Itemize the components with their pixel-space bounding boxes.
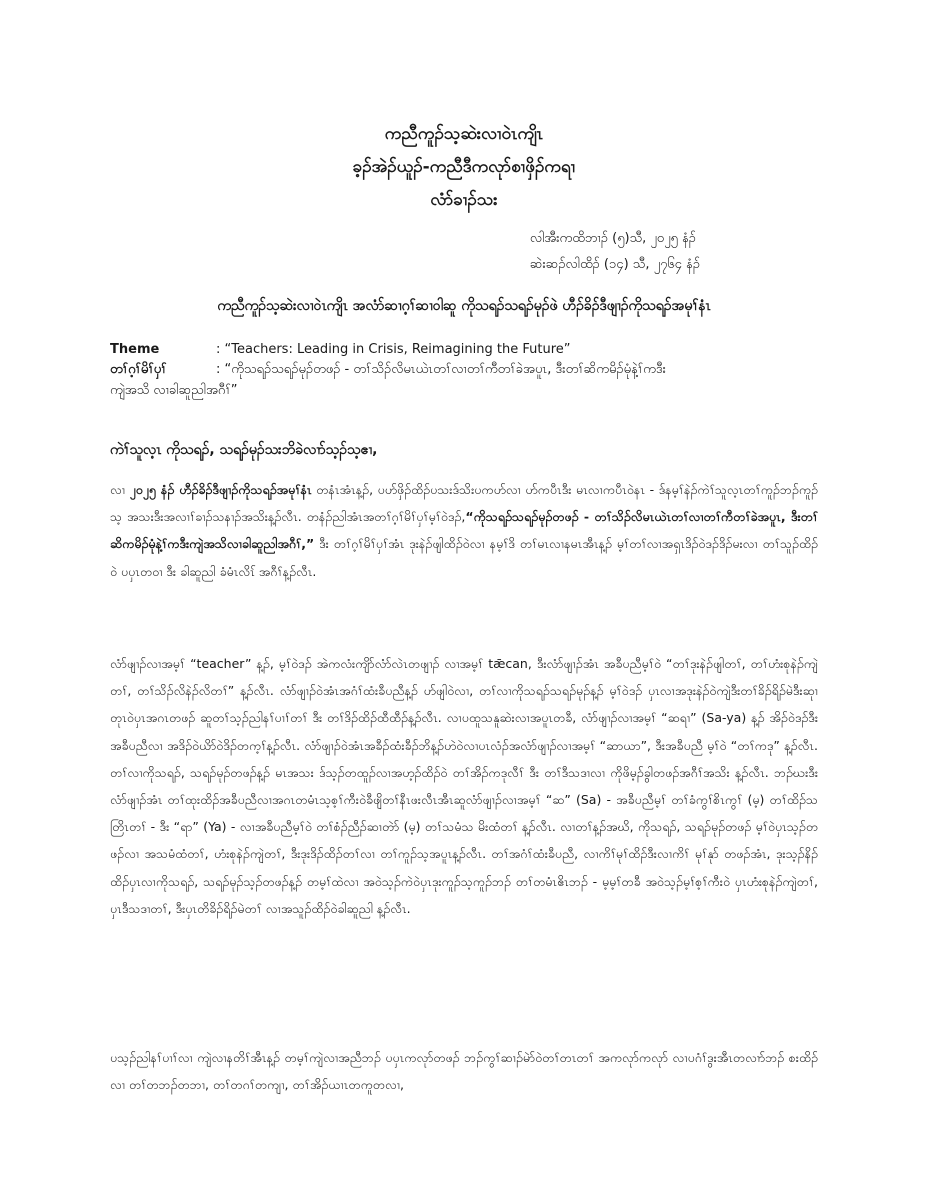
paragraph-1-text-c: ဒီး တၢ်ဂ့ၢ်မိၢ်ပှၢ်အံၤ ဒုးနဲၣ်ဖျါထိၣ်ဝဲလၢ နမ့ၢ်ဒိ တၢ်မၤလၢနမၤအီၤန့ၣ် မ့ၢ်တၢ်လၢအရှၤဒိၣ်ဝဲဒၣ်ဒိၣ်မးလၢ တၢ်သူၣ်ထိၣ်ဝဲ ပပှၤတဝၢ ဒီး ခါဆူညါ ခံမံၤလိၤ် အဂီၢ်န့ၣ်လီၤ. [110,536,818,579]
paragraph-1-bold-b: “ကိုသရၣ်သရၣ်မုၣ်တဖၣ် - တၢ်သိၣ်လိမၤယဲၤတၢ်လၢတၢ်ကီတၢ်ခဲအပူၤ, ဒီးတၢ်ဆိကမိၣ်မုံနဲ့ၢ်ကဒီးကျဲအသိလၢခါဆူညါအဂီၢ်,” [110,509,818,552]
organization-name: ကညီကူၣ်သ့ဆဲးလၢဝဲၤကျိၤ [384,124,544,144]
letterhead [0,118,928,217]
theme-row-english [110,340,818,360]
letter-heading: ကညီကူၣ်သ့ဆဲးလၢဝဲၤကျိၤ အလံာ်ဆၢဂ့ၢ်ဆၢဝါဆူ ကိုသရၣ်သရၣ်မုၣ်ဖဲ ဟီၣ်ခိၣ်ဒီဖျၢၣ်ကိုသရၣ်အမုၢ်နံၤ [217,298,711,314]
paragraph-1-text-b: တနံၤအံၤန့ၣ်, ပဟ်ဖှိၣ်ထိၣ်ပသးဒ်သိးပကဟ်လၢ ဟ်ကပီၤဒီး မၤလၢကပီၤဝဲနၤ - ဒ်နမ့ၢ်နဲၣ်ကဲၢ်သူလ့ၤတၢ်ကူၣ်ဘၣ်ကူၣ်သ့ အသးဒီးအလၢၢ်ခၢၣ်သနၢၣ်အသိးန့ၣ်လီၤ. တနံၣ်ညါအံၤအတၢ်ဂ့ၢ်မိၢ်ပှၢ်မ့ၢ်ဝဲဒၣ်, [110,482,818,525]
theme-text-karen: : “ကိုသရၣ်သရၣ်မုၣ်တဖၣ် - တၢ်သိၣ်လိမၤယဲၤတၢ်လၢတၢ်ကီတၢ်ခဲအပူၤ, ဒီးတၢ်ဆိကမိၣ်မုံနဲ့ၢ်ကဒီး [216,362,666,377]
paragraph-3: ပသ့ၣ်ညါနၢ်ပၢၢ်လၢ ကျဲလၢနတိၢ်အီၤန့ၣ် တမ့ၢ်ကျဲလၢအညီဘၣ် ပပှၤကလုာ်တဖၣ် ဘၣ်ကွၢ်ဆၢၣ်မဲာ်ဝဲတၢ်တၤတၢ် အကလုာ်ကလုာ် လၢပဂံၢ်ဒွးအီၤတလၢာ်ဘၣ် စးထိၣ်လၢ တၢ်တဘၣ်တဘၢ, တၢ်တဂၢ်တကျၢ, တၢ်အိၣ်ယၢၤတကူတလၢ, [110,1050,818,1093]
organization-subtitle: ခ့ၣ်အဲၣ်ယူၣ်-ကညီဒီကလုာ်စၢဖှိၣ်ကရၢ [352,157,576,177]
theme-text-karen-continued: ကျဲအသိ လၢခါဆူညါအဂီၢ်” [110,383,238,398]
theme-label-karen: တၢ်ဂ့ၢ်မိၢ်ပှၢ် [110,362,167,377]
paragraph-1-text-a: လၢ [110,482,130,497]
gregorian-date: လါအီးကထိဘၢၣ် (၅)သီ, ၂၀၂၅ နံၣ် [529,231,696,246]
paragraph-1-bold-a: ၂၀၂၅ နံၣ် ဟီၣ်ခိၣ်ဒီဖျၢၣ်ကိုသရၣ်အမုၢ်နံၤ [129,482,312,497]
date-block [530,226,700,278]
theme-text-english: : “Teachers: Leading in Crisis, Reimagining the Future” [216,342,571,357]
letter-label: လံာ်ခၢၣ်သး [430,190,498,210]
theme-row-karen [110,360,818,380]
paragraph-1 [110,476,818,585]
paragraph-2: လံာ်ဖျၢၣ်လၢအမ့ၢ် “teacher” န့ၣ်, မ့ၢ်ဝဲဒၣ် အဲကလံးကျိာ်လံာ်လဲၤတဖျၢၣ် လၢအမ့ၢ် tǣcan, ဒီးလံာ်ဖျၢၣ်အံၤ အခီပညီမ့ၢ်ဝဲ “တၢ်ဒုးနဲၣ်ဖျါတၢ်, တၢ်ဟံးစုနဲၣ်ကျဲတၢ်, တၢ်သိၣ်လိနဲၣ်လိတၢ်” န့ၣ်လီၤ. လံာ်ဖျၢၣ်ဝဲအံၤအဂံၢ်ထံးခီပညီန့ၣ် ဟ်ဖျါဝဲလၢ, တၢ်လၢကိုသရၣ်သရၣ်မုၣ်န့ၣ် မ့ၢ်ဝဲဒၣ် ပှၤလၢအဒုးနဲၣ်ဝဲကျဲဒီးတၢ်ခိၣ်ရိၣ်မဲဒီးဆုၢတုၤဝဲပှၤအဂၤတဖၣ် ဆူတၢ်သ့ၣ်ညါနၢ်ပၢၢ်တၢ် ဒီး တၢ်ဒိၣ်ထိၣ်ထီထီၣ်န့ၣ်လီၤ. လၢပထူသနူဆဲးလၢအပူၤတခီ, လံာ်ဖျၢၣ်လၢအမ့ၢ် “ဆရၢ” (Sa-ya) န့ၣ် အိၣ်ဝဲဒၣ်ဒီးအခီပညီလၢ အဒိၣ်ဝဲယိာ်ဝဲဒိၣ်တက့ၢ်န့ၣ်လီၤ. လံာ်ဖျၢၣ်ဝဲအံၤအခီၣ်ထံးခီၣ်ဘိန့ၣ်ဟဲဝဲလၢပၤလံၣ်အလံာ်ဖျၢၣ်လၢအမ့ၢ် “ဆာယာ”, ဒီးအခီပညီ မ့ၢ်ဝဲ “တၢ်ကဒု” န့ၣ်လီၤ. တၢ်လၢကိုသရၣ်, သရၣ်မုၣ်တဖၣ်န့ၣ် မၤအသး ဒ်သ့ၣ်တထူၣ်လၢအဟ့ၣ်ထိၣ်ဝဲ တၢ်အိၣ်ကဒုလီၢ် ဒီး တၢ်ဒီသဒၢလၢ ကိုဖိမ့ၣ်ခွါတဖၣ်အဂီၢ်အသိး န့ၣ်လီၤ. ဘၣ်ဃးဒီးလံာ်ဖျၢၣ်အံၤ တၢ်ထုးထိၣ်အခီပညီလၢအဂၤတမံၤသ့စ့ၢ်ကီးဝဲခီဖျိတၢ်နီၤဖးလီၤအီၤဆူလံာ်ဖျၢၣ်လၢအမ့ၢ် “ဆ” (Sa) - အခီပညီမ့ၢ် တၢ်ခံကွၢ်စိၤကွၢ် (မ့) တၢ်ထိၣ်သတြိၤတၢ် - ဒီး “ရာ” (Ya) - လၢအခီပညီမ့ၢ်ဝဲ တၢ်စံၣ်ညီၣ်ဆၢတဲာ် (မ့) တၢ်သမံသ မိးထံတၢ် န့ၣ်လီၤ. လၢတၢ်န့ၣ်အဃိ, ကိုသရၣ်, သရၣ်မုၣ်တဖၣ် မ့ၢ်ဝဲပှၤသ့ၣ်တဖၣ်လၢ အသမံထံတၢ်, ဟံးစုနဲၣ်ကျဲတၢ်, ဒီးဒုးဒိၣ်ထိၣ်တၢ်လၢ တၢ်ကူၣ်သ့အပူၤန့ၣ်လီၤ. တၢ်အဂံၢ်ထံးခီပညီ, လၢကိၢ်မုၢ်ထိၣ်ဒီးလၢကိၢ် မုၢ်နုာ် တဖၣ်အံၤ, ဒုးသ့ၣ်နိၣ်ထိၣ်ပှၤလၢကိုသရၣ်, သရၣ်မုၣ်သ့ၣ်တဖၣ်န့ၣ် တမ့ၢ်ထဲလၢ အဝဲသ့ၣ်ကဲဝဲပှၤဒုးကူၣ်သ့ကူၣ်ဘၣ် တၢ်တမံၤဧိၤဘၣ် - မ့မ့ၢ်တခီ အဝဲသ့ၣ်မ့ၢ်စ့ၢ်ကီးဝဲ ပှၤဟံးစုနဲၣ်ကျဲတၢ်, ပှၤဒီသဒၢတၢ်, ဒီးပှၤတိခိၣ်ရိၣ်မဲတၢ် လၢအသူၣ်ထိၣ်ဝဲခါဆူညါ န့ၣ်လီၤ. [110,656,818,916]
karen-date: ဆဲးဆၣ်လါထိၣ် (၁၄) သီ, ၂၇၆၄ နံၣ် [529,257,700,272]
salutation: ကဲၢ်သူလ့ၤ ကိုသရၣ်, သရၣ်မုၣ်သးဘိခဲလၢာ်သ့ၣ်သ့ဧၢ, [110,442,378,458]
theme-block [110,340,818,401]
theme-label-english: Theme [110,342,160,357]
